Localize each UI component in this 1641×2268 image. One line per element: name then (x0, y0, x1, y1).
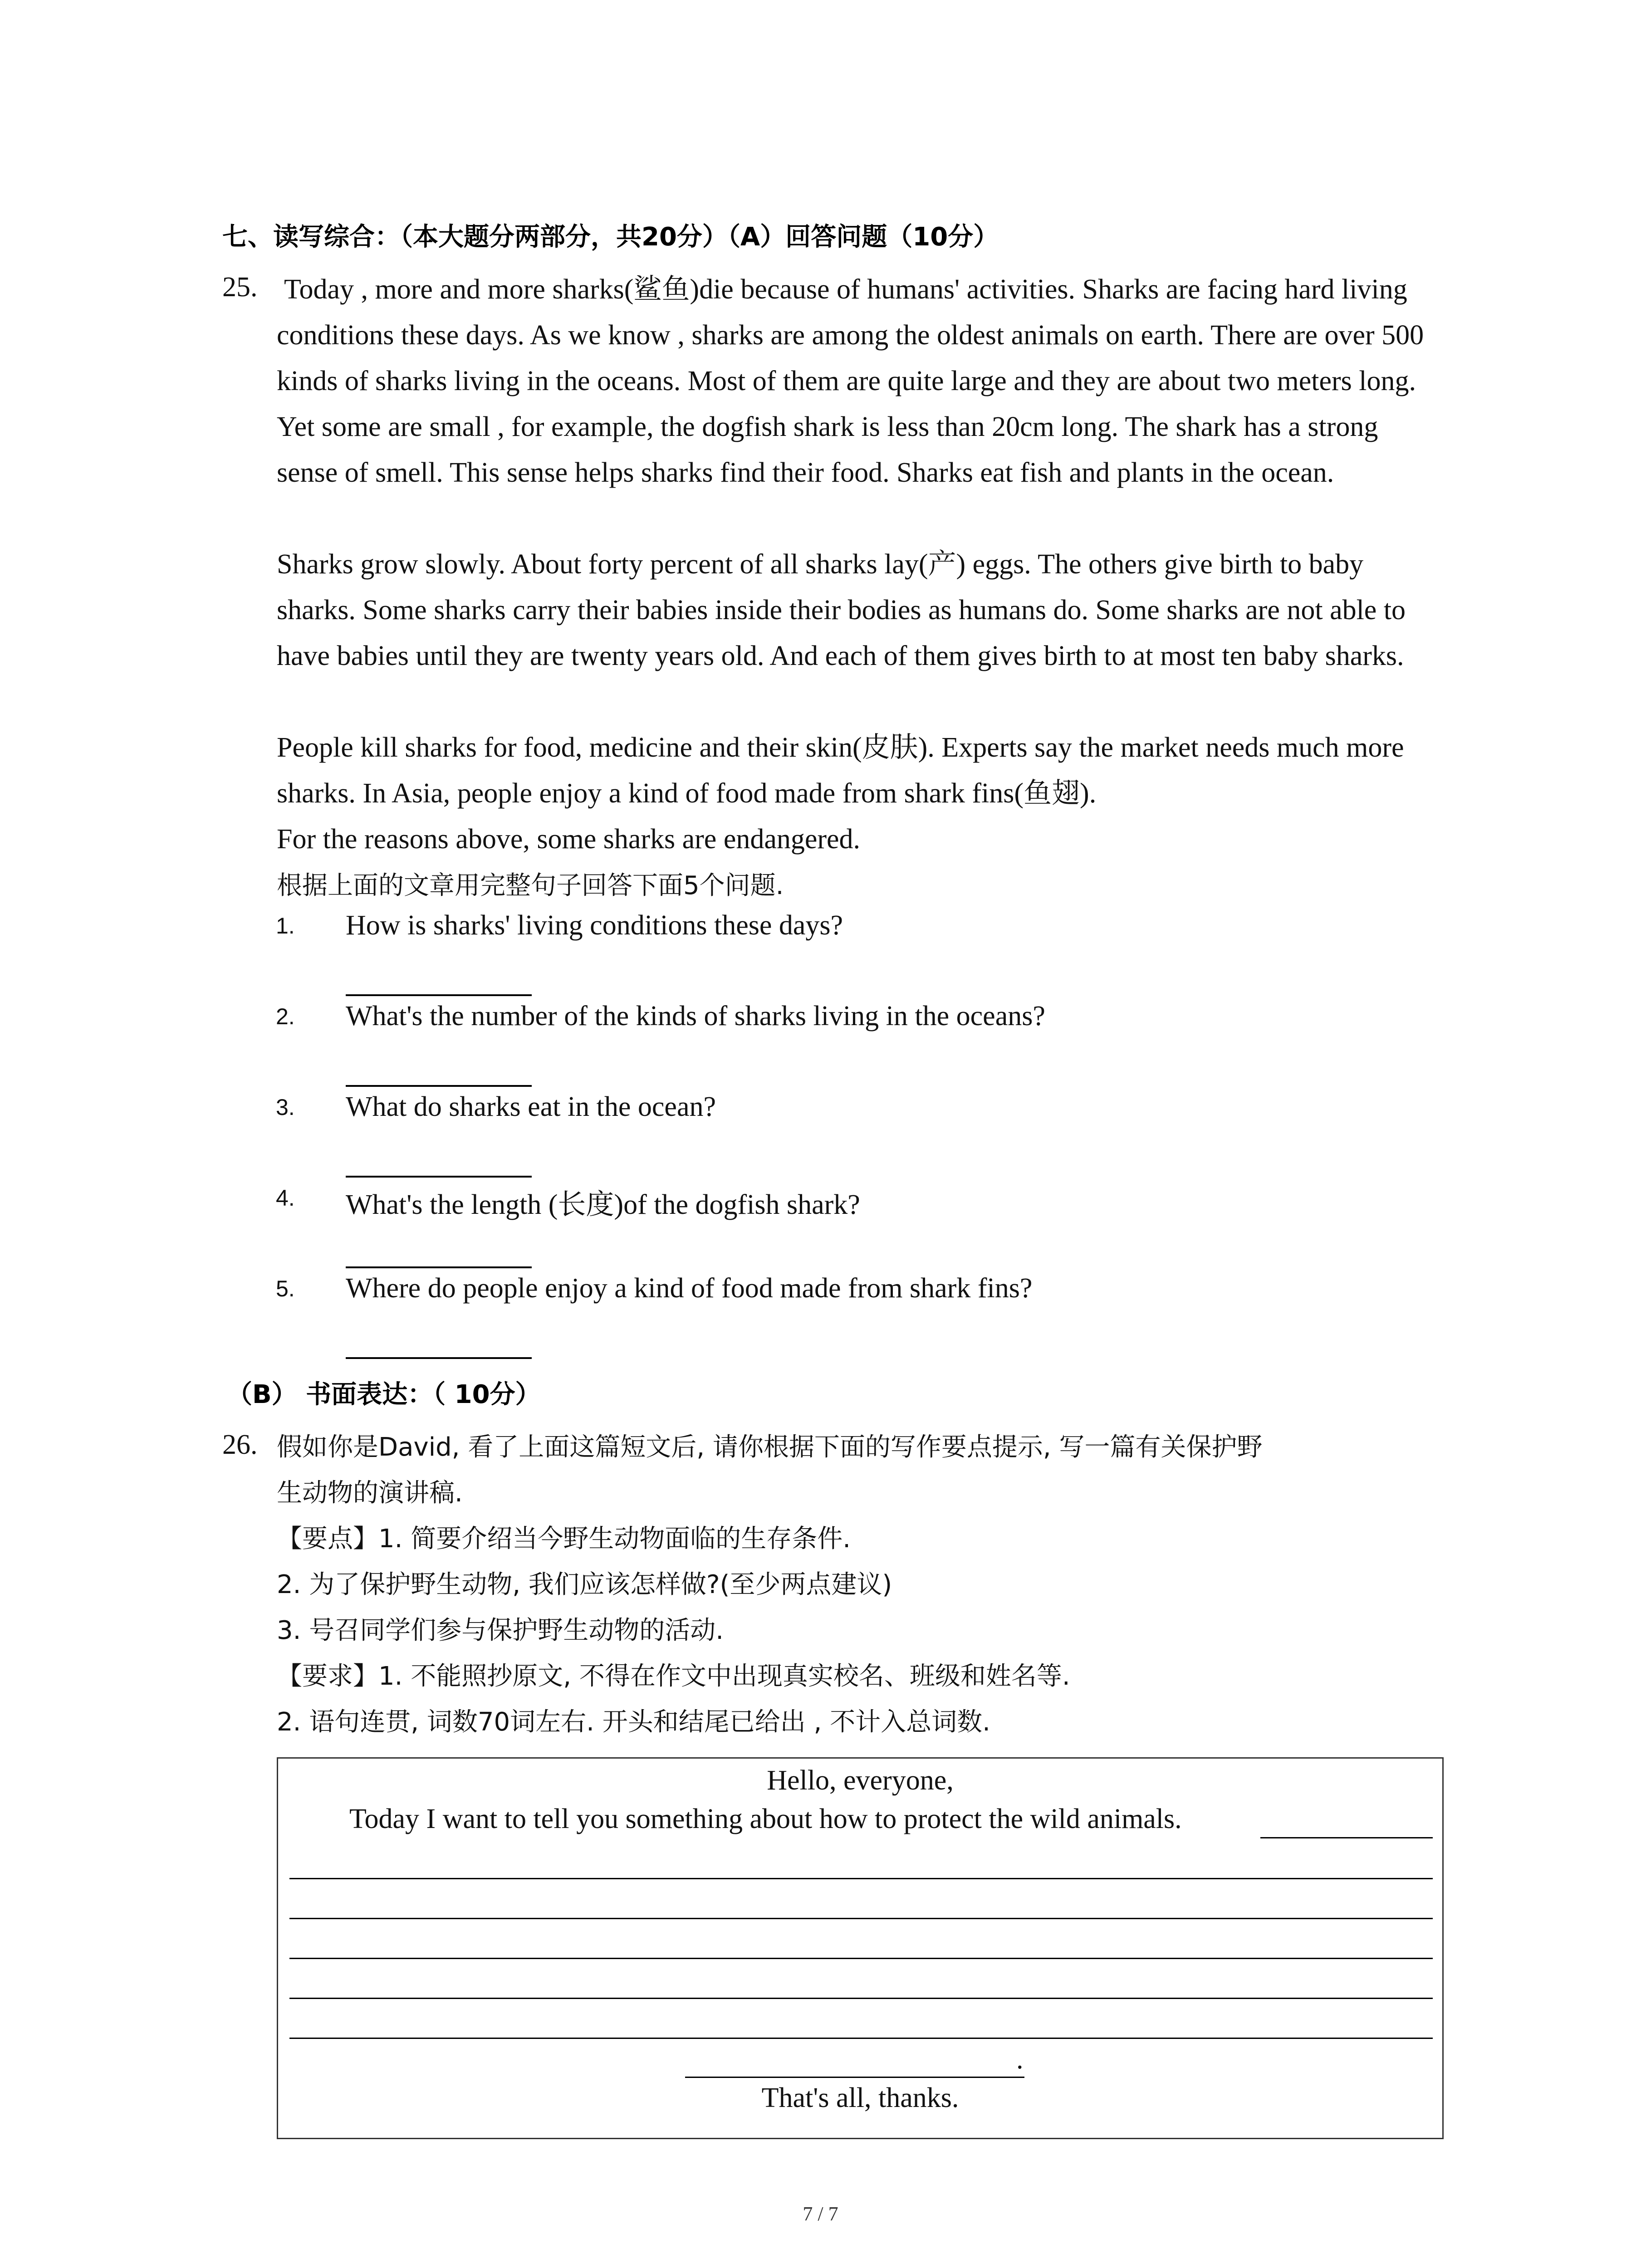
composition-period: . (1016, 2044, 1024, 2075)
writing-point: 3. 号召同学们参与保护野生动物的活动. (277, 1616, 724, 1645)
sub-question-text: What's the length (长度)of the dogfish shark? (346, 1189, 860, 1220)
sub-question-text: What's the number of the kinds of sharks living in the oceans? (346, 1001, 1045, 1031)
sub-question-text: How is sharks' living conditions these days? (346, 910, 843, 941)
composition-blank-line[interactable] (289, 2038, 1433, 2039)
question-number-25: 25. (222, 272, 258, 303)
answer-blank-2[interactable] (346, 1085, 532, 1087)
sub-question-number: 1. (276, 913, 295, 938)
passage-paragraph-4 (277, 816, 1443, 862)
composition-blank-first-line[interactable] (1260, 1837, 1433, 1838)
passage-paragraph-3 (277, 725, 1443, 816)
question-instruction: 根据上面的文章用完整句子回答下面5个问题. (277, 871, 784, 900)
writing-prompt-line-2: 生动物的演讲稿. (277, 1478, 463, 1508)
part-b-title: （B） 书面表达：（ 10分） (227, 1380, 541, 1409)
sub-question-number: 3. (276, 1095, 295, 1120)
writing-requirement: 2. 语句连贯, 词数70词左右. 开头和结尾已给出 , 不计入总词数. (277, 1707, 990, 1737)
composition-blank-line[interactable] (289, 1998, 1433, 1999)
answer-blank-3[interactable] (346, 1176, 532, 1178)
passage-text-2: Sharks grow slowly. About forty percent of all sharks lay(产) eggs. The others give birth to baby sharks. Some sharks carry their babies inside their bodies as humans do. Some sharks are not able to have babies until they are twenty years old. And each of them gives birth to at most ten baby sharks. (277, 549, 1406, 671)
passage-text-3: People kill sharks for food, medicine and their skin(皮肤). Experts say the market needs much more sharks. In Asia, people enjoy a kind of food made from shark fins(鱼翅). (277, 732, 1404, 809)
section-title: 七、读写综合：（本大题分两部分，共20分）（A）回答问题（10分） (222, 222, 999, 252)
page-number: 7 / 7 (803, 2203, 838, 2225)
answer-blank-4[interactable] (346, 1266, 532, 1268)
answer-blank-1[interactable] (346, 994, 532, 996)
composition-blank-line[interactable] (289, 1958, 1433, 1959)
composition-closing: That's all, thanks. (761, 2082, 959, 2113)
composition-greeting: Hello, everyone, (767, 1765, 954, 1796)
sub-question-text: What do sharks eat in the ocean? (346, 1091, 716, 1122)
composition-opening: Today I want to tell you something about how to protect the wild animals. (349, 1804, 1182, 1834)
composition-blank-last-line[interactable] (685, 2077, 1024, 2078)
passage-paragraph-1 (277, 267, 1443, 496)
sub-question-text: Where do people enjoy a kind of food made from shark fins? (346, 1273, 1033, 1304)
writing-point: 【要点】1. 简要介绍当今野生动物面临的生存条件. (277, 1524, 851, 1554)
question-number-26: 26. (222, 1429, 258, 1460)
composition-blank-line[interactable] (289, 1918, 1433, 1919)
sub-question-number: 2. (276, 1004, 295, 1029)
sub-question-number: 4. (276, 1185, 295, 1211)
passage-text-4: For the reasons above, some sharks are endangered. (277, 824, 861, 855)
sub-question-number: 5. (276, 1276, 295, 1301)
answer-blank-5[interactable] (346, 1357, 532, 1359)
writing-prompt-line-1: 假如你是David, 看了上面这篇短文后, 请你根据下面的写作要点提示, 写一篇有关保护野 (277, 1432, 1263, 1462)
writing-point: 2. 为了保护野生动物, 我们应该怎样做?(至少两点建议) (277, 1570, 892, 1599)
passage-paragraph-2 (277, 542, 1443, 679)
writing-requirement: 【要求】1. 不能照抄原文, 不得在作文中出现真实校名、班级和姓名等. (277, 1662, 1070, 1691)
passage-text-1: Today , more and more sharks(鲨鱼)die because of humans' activities. Sharks are facing hard living conditions these days. As we know , sharks are among the oldest animals on earth. There are over 500 kinds of sharks living in the oceans. Most of them are quite large and they are about two meters long. Yet some are small , for example, the dogfish shark is less than 20cm long. The shark has a strong sense of smell. This sense helps sharks find their food. Sharks eat fish and plants in the ocean. (277, 274, 1424, 488)
composition-blank-line[interactable] (289, 1878, 1433, 1879)
